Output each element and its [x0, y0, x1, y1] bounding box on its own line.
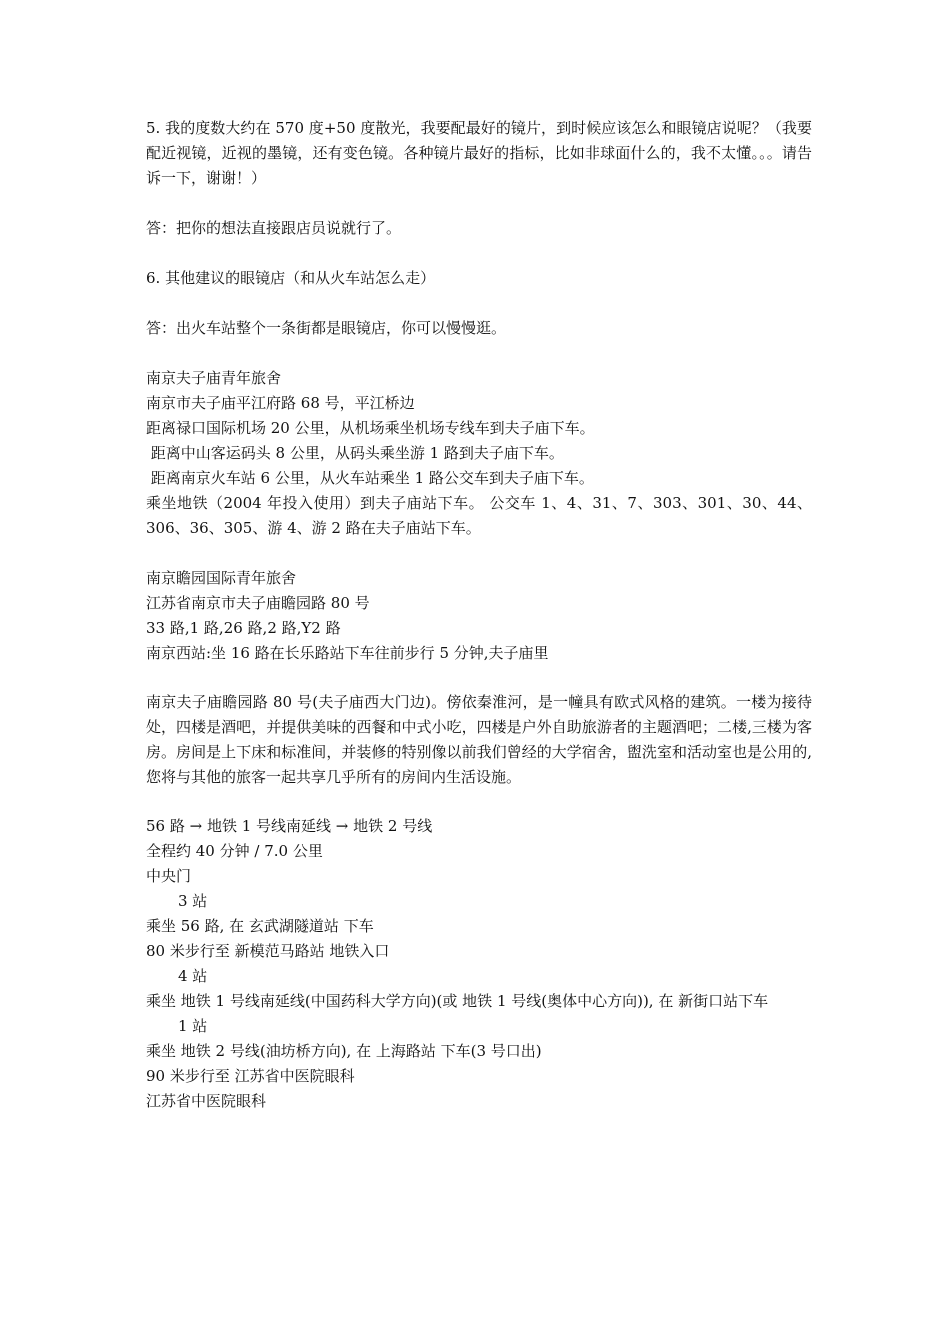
route-step-3: 乘坐 地铁 2 号线(油坊桥方向), 在 上海路站 下车(3 号口出) — [146, 1042, 542, 1060]
hostel-1-airport: 距离禄口国际机场 20 公里，从机场乘坐机场专线车到夫子庙下车。 — [146, 419, 595, 437]
hostel-2-west-station: 南京西站:坐 16 路在长乐路站下车往前步行 5 分钟,夫子庙里 — [146, 644, 549, 662]
route-summary: 56 路 → 地铁 1 号线南延线 → 地铁 2 号线 — [146, 817, 433, 835]
route-walk-1: 80 米步行至 新模范马路站 地铁入口 — [146, 942, 390, 960]
route-walk-2: 90 米步行至 江苏省中医院眼科 — [146, 1067, 355, 1085]
hostel-1-port: 距离中山客运码头 8 公里，从码头乘坐游 1 路到夫子庙下车。 — [146, 444, 564, 462]
hostel-1-address: 南京市夫子庙平江府路 68 号，平江桥边 — [146, 394, 415, 412]
hostel-1-section — [146, 366, 812, 541]
hostel-2-name: 南京瞻园国际青年旅舍 — [146, 569, 297, 587]
question-6-text: 6. 其他建议的眼镜店（和从火车站怎么走） — [146, 269, 436, 287]
hostel-2-description — [146, 690, 812, 790]
question-5 — [146, 116, 812, 191]
hostel-2-address: 江苏省南京市夫子庙瞻园路 80 号 — [146, 594, 370, 612]
question-5-text: 5. 我的度数大约在 570 度+50 度散光，我要配最好的镜片，到时候应该怎么和眼镜店说呢？（我要配近视镜，近视的墨镜，还有变色镜。各种镜片最好的指标，比如非球面什么的，我不太懂。。。请告诉一下，谢谢！） — [146, 119, 812, 187]
route-step-2: 乘坐 地铁 1 号线南延线(中国药科大学方向)(或 地铁 1 号线(奥体中心方向)), 在 新街口站下车 — [146, 992, 769, 1010]
answer-6 — [146, 316, 812, 341]
route-destination: 江苏省中医院眼科 — [146, 1092, 267, 1110]
route-stops-1: 3 站 — [178, 892, 208, 910]
hostel-2-buses: 33 路,1 路,26 路,2 路,Y2 路 — [146, 619, 341, 637]
route-step-1: 乘坐 56 路, 在 玄武湖隧道站 下车 — [146, 917, 374, 935]
answer-6-text: 答：出火车站整个一条街都是眼镜店，你可以慢慢逛。 — [146, 319, 507, 337]
hostel-2-description-text: 南京夫子庙瞻园路 80 号(夫子庙西大门边)。傍依秦淮河，是一幢具有欧式风格的建筑。一楼为接待处，四楼是酒吧，并提供美味的西餐和中式小吃，四楼是户外自助旅游者的主题酒吧；二楼,三楼为客房。房间是上下床和标准间，并装修的特别像以前我们曾经的大学宿舍，盥洗室和活动室也是公用的,您将与其他的旅客一起共享几乎所有的房间内生活设施。 — [146, 693, 812, 786]
route-section — [146, 814, 812, 1114]
hostel-1-station: 距离南京火车站 6 公里，从火车站乘坐 1 路公交车到夫子庙下车。 — [146, 469, 594, 487]
answer-5 — [146, 216, 812, 241]
hostel-1-name: 南京夫子庙青年旅舍 — [146, 369, 282, 387]
route-start: 中央门 — [146, 867, 192, 885]
hostel-2-section — [146, 566, 812, 666]
hostel-1-metro: 乘坐地铁（2004 年投入使用）到夫子庙站下车。 公交车 1、4、31、7、303、301、30、44、306、36、305、游 4、游 2 路在夫子庙站下车。 — [146, 494, 812, 537]
answer-5-text: 答：把你的想法直接跟店员说就行了。 — [146, 219, 402, 237]
route-total: 全程约 40 分钟 / 7.0 公里 — [146, 842, 323, 860]
route-stops-3: 1 站 — [178, 1017, 208, 1035]
question-6 — [146, 266, 812, 291]
route-stops-2: 4 站 — [178, 967, 208, 985]
